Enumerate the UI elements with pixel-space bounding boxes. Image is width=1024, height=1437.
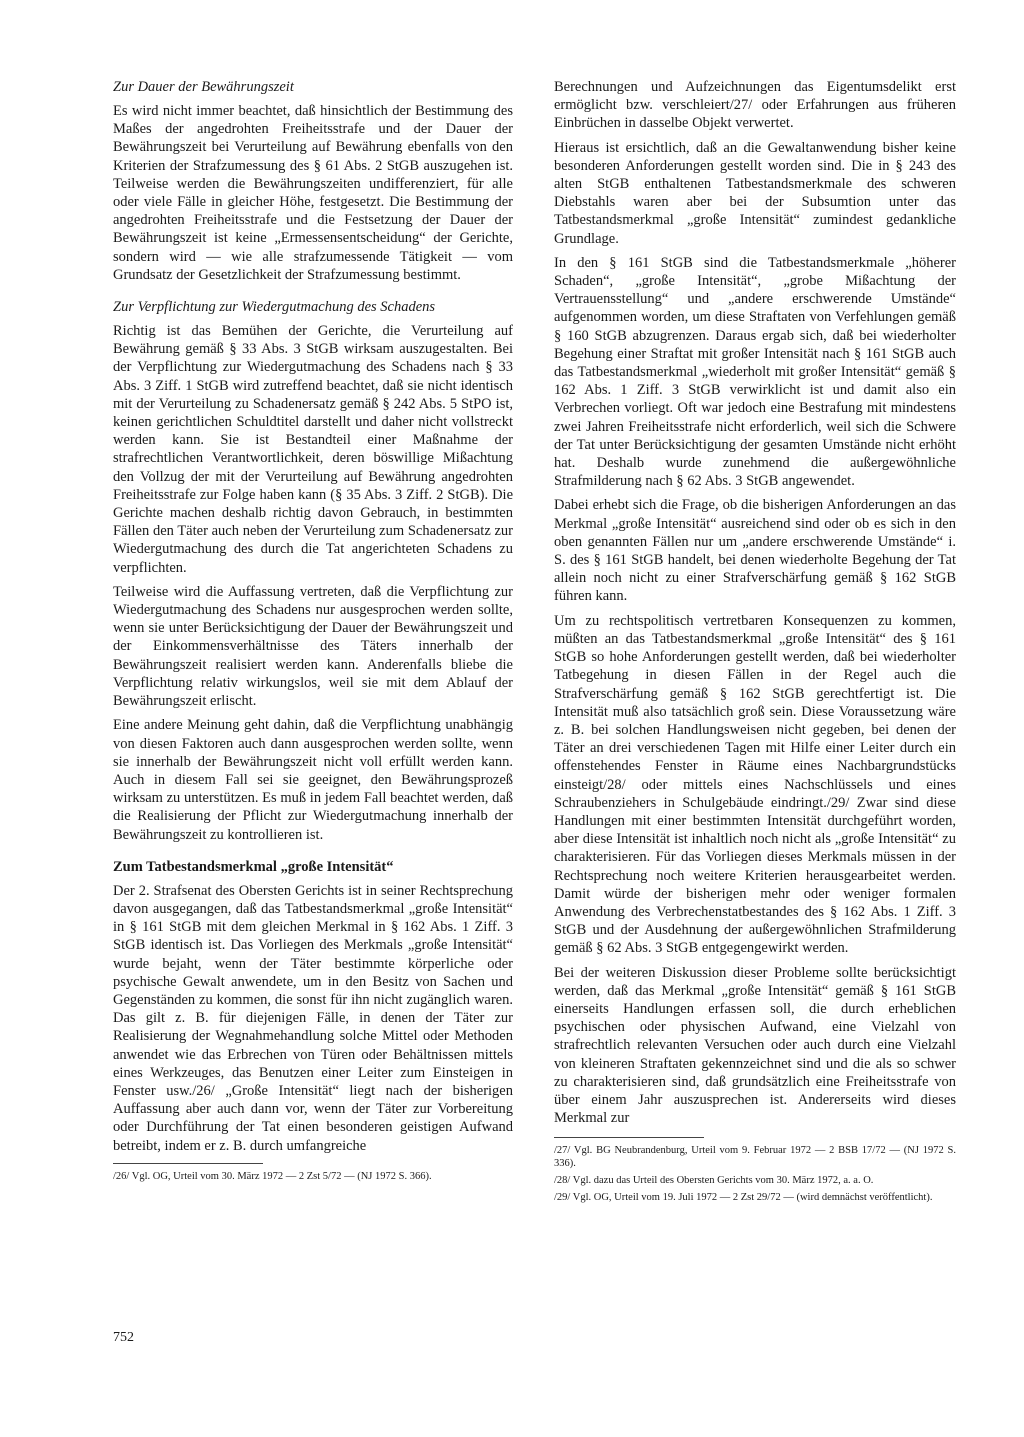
footnote-divider: [554, 1137, 704, 1138]
paragraph: Um zu rechtspolitisch vertretbaren Konsequenzen zu kommen, müßten an das Tatbestandsmerkmal „große Intensität“ des § 161 StGB so hohe Anforderungen gestellt werden, daß bei wiederholter Tatbegehung in diesen Fällen in der Regel auch die Strafverschärfung gemäß § 162 StGB gerechtfertigt ist. Die Intensität muß also tatsächlich groß sein. Diese Voraussetzung wäre z. B. bei solchen Handlungsweisen nicht gegeben, bei denen der Täter an drei verschiedenen Tagen mit Hilfe einer Leiter durch ein offenstehendes Fenster in Räume eines Nachbargrundstücks einsteigt/28/ oder mittels eines Nachschlüssels und eines Schraubenziehers in Schulgebäude eindringt./29/ Zwar sind diese Handlungen mit einer bestimmten Intensität durchgeführt worden, aber diese Intensität ist inhaltlich noch nicht als „große Intensität“ zu charakterisieren. Für das Vorliegen dieses Merkmals müssen in der Rechtsprechung noch weitere Kriterien herausgearbeitet werden. Damit würde der bisherigen mehr oder weniger formalen Anwendung des Verbrechenstatbestandes des § 162 Abs. 1 Ziff. 3 StGB und der Ausdehnung der außergewöhnlichen Strafmilderung gemäß § 62 Abs. 3 StGB entgegengewirkt werden.: [554, 612, 956, 957]
footnote: /27/ Vgl. BG Neubrandenburg, Urteil vom 9. Februar 1972 — 2 BSB 17/72 — (NJ 1972 S. 336).: [554, 1145, 956, 1170]
right-column: [554, 78, 956, 1208]
footnote: /29/ Vgl. OG, Urteil vom 19. Juli 1972 — 2 Zst 29/72 — (wird demnächst veröffentlicht).: [554, 1192, 933, 1204]
section-heading: Zur Verpflichtung zur Wiedergutmachung des Schadens: [113, 299, 436, 316]
footnote: /28/ Vgl. dazu das Urteil des Obersten Gerichts vom 30. März 1972, a. a. O.: [554, 1175, 874, 1187]
section-heading: Zur Dauer der Bewährungszeit: [113, 79, 294, 95]
section-grosse-intensitaet: [113, 858, 513, 1155]
paragraph: Der 2. Strafsenat des Obersten Gerichts ist in seiner Rechtsprechung davon ausgegangen, daß das Tatbestandsmerkmal „große Intensität“ in § 161 StGB mit dem gleichen Merkmal in § 162 Abs. 1 Ziff. 3 StGB identisch ist. Das Vorliegen des Merkmals „große Intensität“ wurde bejaht, wenn der Täter bestimmte körperliche oder psychische Gewalt anwendete, um in den Besitz von Sachen und Gegenständen zu kommen, die sonst für ihn nicht zugänglich waren. Das gilt z. B. für diejenigen Fälle, in denen der Täter zur Realisierung der Wegnahmehandlung solche Mittel oder Methoden anwendet wie das Erbrechen von Türen oder Behältnissen mittels eines Werkzeuges, das Benutzen einer Leiter zum Einsteigen in Fenster usw./26/ „Große Intensität“ liegt nach der bisherigen Auffassung aber auch dann vor, wenn der Täter zur Vorbereitung oder Durchführung der Tat einen besonderen geistigen Aufwand betreibt, indem er z. B. durch umfangreiche: [113, 882, 513, 1154]
paragraph: Bei der weiteren Diskussion dieser Probleme sollte berücksichtigt werden, daß das Merkmal „große Intensität“ gemäß § 161 StGB einerseits Handlungen erfassen soll, die durch erheblichen psychischen oder physischen Aufwand, eine Vielzahl von strafrechtlich relevanten Versuchen oder auch durch eine Vielzahl von kleineren Straftaten gekennzeichnet sind und die als so schwer zu charakterisieren sind, daß grundsätzlich eine Freiheitsstrafe von über einem Jahr auszusprechen ist. Andererseits wird dieses Merkmal zur: [554, 964, 956, 1127]
paragraph: Hieraus ist ersichtlich, daß an die Gewaltanwendung bisher keine besonderen Anforderungen gestellt worden sind. Die in § 243 des alten StGB enthaltenen Tatbestandsmerkmale des schweren Diebstahls waren aber bei der Subsumtion unter das Tatbestandsmerkmal „große Intensität“ zumindest gedankliche Grundlage.: [554, 139, 956, 247]
left-column: [113, 78, 513, 1187]
footnote: /26/ Vgl. OG, Urteil vom 30. März 1972 — 2 Zst 5/72 — (NJ 1972 S. 366).: [113, 1170, 432, 1182]
paragraph: In den § 161 StGB sind die Tatbestandsmerkmale „höherer Schaden“, „große Intensität“, „grobe Mißachtung der Vertrauensstellung“ und „andere erschwerende Umstände“ aufgenommen worden, um diese Straftaten von Verfehlungen gemäß § 160 StGB abzugrenzen. Daraus ergab sich, daß bei wiederholter Begehung einer Straftat mit großer Intensität nach § 161 StGB auch das Tatbestandsmerkmal „wiederholt mit großer Intensität“ gemäß § 162 Abs. 1 Ziff. 3 StGB verwirklicht ist und damit also ein Verbrechen vorliegt. Oft war jedoch eine Bestrafung mit mindestens zwei Jahren Freiheitsstrafe nicht erforderlich, weil sich die Schwere der Tat unter Berücksichtigung der gesamten Umstände nicht erhöht hat. Deshalb wurde zunehmend die außergewöhnliche Strafmilderung nach § 62 Abs. 3 StGB angewendet.: [554, 254, 956, 490]
page-number: 752: [113, 1330, 134, 1345]
paragraph: Eine andere Meinung geht dahin, daß die Verpflichtung unabhängig von diesen Faktoren auch dann ausgesprochen werden sollte, wenn sie innerhalb der Bewährungszeit nicht voll erfüllt werden kann. Auch in diesem Fall sei sie geeignet, den Bewährungsprozeß wirksam zu unterstützen. Es muß in jedem Fall beachtet werden, daß die Realisierung der Pflicht zur Wiedergutmachung innerhalb der Bewährungszeit zu kontrollieren ist.: [113, 717, 513, 843]
paragraph: Teilweise wird die Auffassung vertreten, daß die Verpflichtung zur Wiedergutmachung des Schadens nur ausgesprochen werden sollte, wenn sie unter Berücksichtigung der Dauer der Bewährungszeit und der Einkommensverhältnisse des Täters innerhalb der Bewährungszeit realisiert werden kann. Anderenfalls bliebe die Verpflichtung relativ wirkungslos, weil sie mit dem Ablauf der Bewährungszeit erlischt.: [113, 583, 513, 710]
section-heading: Zum Tatbestandsmerkmal „große Intensität“: [113, 858, 394, 875]
section-wiedergutmachung: [113, 298, 513, 844]
section-bewaehrungszeit: [113, 78, 513, 284]
paragraph: Berechnungen und Aufzeichnungen das Eigentumsdelikt erst ermöglicht bzw. verschleiert/27/ oder Erfahrungen aus früheren Einbrüchen in dasselbe Objekt verwertet.: [554, 79, 956, 132]
footnotes-block: [554, 1137, 956, 1204]
footnote-divider: [113, 1163, 263, 1164]
paragraph: Es wird nicht immer beachtet, daß hinsichtlich der Bestimmung des Maßes der angedrohten Freiheitsstrafe und der Dauer der Bewährungszeit bei Verurteilung auf Bewährung ebenfalls von den Kriterien der Strafzumessung des § 61 Abs. 2 StGB auszugehen ist. Teilweise werden die Bewährungszeiten undifferenziert, für alle oder viele Fälle in gleicher Höhe, festgesetzt. Die Bestimmung der angedrohten Freiheitsstrafe und die Festsetzung der Dauer der Bewährungszeit ist keine „Ermessensentscheidung“ der Gerichte, sondern wird — wie alle strafzumessende Tätigkeit — vom Grundsatz der Gesetzlichkeit der Strafzumessung bestimmt.: [113, 103, 513, 283]
paragraph: Richtig ist das Bemühen der Gerichte, die Verurteilung auf Bewährung gemäß § 33 Abs. 3 StGB wirksam auszugestalten. Bei der Verpflichtung zur Wiedergutmachung des Schadens nach § 33 Abs. 3 Ziff. 1 StGB wird zutreffend beachtet, daß sie nicht identisch mit der Verurteilung zu Schadenersatz gemäß § 242 Abs. 5 StPO ist, keinen gerichtlichen Schuldtitel darstellt und daher nicht vollstreckt werden kann. Sie ist Bestandteil einer Maßnahme der strafrechtlichen Verantwortlichkeit, deren böswillige Mißachtung den Vollzug der mit der Verurteilung auf Bewährung angedrohten Freiheitsstrafe zur Folge haben kann (§ 35 Abs. 3 Ziff. 2 StGB). Die Gerichte machen deshalb richtig davon Gebrauch, in bestimmten Fällen den Täter auch neben der Verurteilung zum Schadenersatz zur Wiedergutmachung des durch die Tat angerichteten Schadens zu verpflichten.: [113, 323, 513, 576]
paragraph: Dabei erhebt sich die Frage, ob die bisherigen Anforderungen an das Merkmal „große Intensität“ ausreichend sind oder ob es sich in den oben genannten Fällen nur um „andere erschwerende Umstände“ i. S. des § 161 StGB handelt, bei denen wiederholte Begehung der Tat allein noch nicht zu einer Strafverschärfung gemäß § 162 StGB führen kann.: [554, 497, 956, 605]
